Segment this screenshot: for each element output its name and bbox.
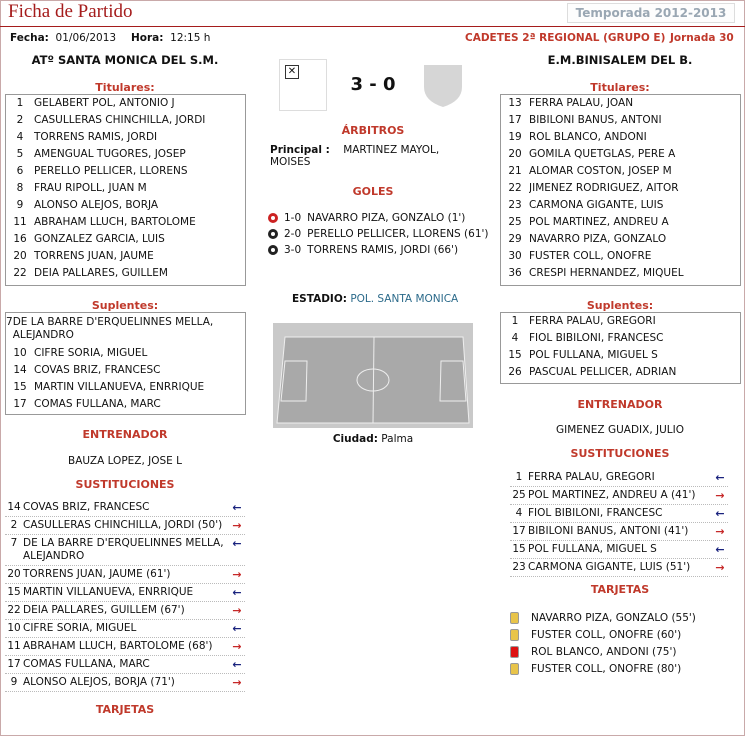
player-name: DEIA PALLARES, GUILLEM (34, 267, 168, 279)
arrow-right-icon: → (715, 525, 725, 538)
player-number: 23 (508, 199, 522, 211)
red-card-icon (510, 646, 519, 658)
sub-player: CARMONA GIGANTE, LUIS (51') (528, 561, 691, 573)
player-row (501, 129, 740, 146)
player-number: 4 (511, 332, 519, 344)
player-name: BIBILONI BANUS, ANTONI (529, 114, 662, 126)
player-name: POL MARTINEZ, ANDREU A (529, 216, 669, 228)
player-row (501, 163, 740, 180)
substitution-row (510, 541, 728, 559)
arbitros-heading: ÁRBITROS (341, 124, 405, 137)
away-team-logo (420, 59, 466, 109)
substitution-row (5, 517, 245, 535)
arrow-right-icon: → (715, 489, 725, 502)
sub-number: 23 (512, 561, 526, 573)
player-number: 19 (508, 131, 522, 143)
player-number: 11 (13, 216, 27, 228)
player-number: 2 (16, 114, 24, 126)
player-number: 14 (13, 364, 27, 376)
player-number: 5 (16, 148, 24, 160)
home-suplentes-heading: Suplentes: (91, 299, 159, 312)
player-row (6, 265, 245, 282)
yellow-card-icon (510, 612, 519, 624)
match-date (10, 32, 116, 44)
player-row (6, 379, 245, 396)
away-titulares-list (500, 94, 741, 286)
pitch-graphic (273, 323, 473, 428)
player-name: FUSTER COLL, ONOFRE (529, 250, 652, 262)
sub-number: 4 (515, 507, 523, 519)
sub-number: 25 (512, 489, 526, 501)
away-tarjetas-list (510, 610, 735, 678)
substitution-row (5, 535, 245, 566)
player-number: 16 (13, 233, 27, 245)
goal-scorer: NAVARRO PIZA, GONZALO (1') (307, 212, 466, 224)
away-team-name: E.M.BINISALEM DEL B. (547, 53, 693, 67)
sub-player: COMAS FULLANA, MARC (23, 658, 150, 670)
score: 3 - 0 (350, 74, 396, 95)
player-row (6, 146, 245, 163)
player-row (6, 362, 245, 379)
soccer-ball-icon (268, 213, 278, 223)
ciudad-name: Palma (381, 433, 414, 445)
player-row (501, 146, 740, 163)
card-player: ROL BLANCO, ANDONI (75') (531, 646, 677, 658)
player-name: POL FULLANA, MIGUEL S (529, 349, 658, 361)
sub-player: COVAS BRIZ, FRANCESC (23, 501, 150, 513)
substitution-row (5, 674, 245, 692)
card-player: FUSTER COLL, ONOFRE (60') (531, 629, 682, 641)
arrow-left-icon: ← (232, 586, 242, 599)
sub-player: ABRAHAM LLUCH, BARTOLOME (68') (23, 640, 213, 652)
goal-row (268, 210, 498, 226)
player-name: FERRA PALAU, JOAN (529, 97, 634, 109)
arrow-left-icon: ← (232, 658, 242, 671)
player-number: 20 (508, 148, 522, 160)
substitution-row (510, 469, 728, 487)
player-number: 9 (16, 199, 24, 211)
player-number: 1 (511, 315, 519, 327)
goal-score: 3-0 (284, 244, 302, 256)
goal-score: 1-0 (284, 212, 302, 224)
header-divider (0, 26, 745, 27)
player-name: MARTIN VILLANUEVA, ENRRIQUE (34, 381, 205, 393)
card-player: NAVARRO PIZA, GONZALO (55') (531, 612, 696, 624)
player-name: ABRAHAM LLUCH, BARTOLOME (34, 216, 196, 228)
player-name: CARMONA GIGANTE, LUIS (529, 199, 664, 211)
player-number: 30 (508, 250, 522, 262)
home-titulares-list (5, 94, 246, 286)
sub-player: MARTIN VILLANUEVA, ENRRIQUE (23, 586, 194, 598)
away-tarjetas-heading: TARJETAS (590, 583, 650, 596)
away-suplentes-heading: Suplentes: (586, 299, 654, 312)
player-row (6, 197, 245, 214)
sub-player: FIOL BIBILONI, FRANCESC (528, 507, 663, 519)
player-name: FERRA PALAU, GREGORI (529, 315, 656, 327)
player-number: 6 (16, 165, 24, 177)
player-row (501, 364, 740, 381)
home-team-name: ATº SANTA MONICA DEL S.M. (31, 53, 219, 67)
player-number: 20 (13, 250, 27, 262)
soccer-ball-icon (268, 245, 278, 255)
estadio-name[interactable]: POL. SANTA MONICA (350, 293, 459, 305)
substitution-row (510, 505, 728, 523)
home-sustituciones-list (5, 499, 245, 692)
player-number: 15 (508, 349, 522, 361)
player-name: FRAU RIPOLL, JUAN M (34, 182, 147, 194)
card-row (510, 610, 735, 627)
player-row (6, 214, 245, 231)
arrow-left-icon: ← (232, 622, 242, 635)
goal-scorer: TORRENS RAMIS, JORDI (66') (307, 244, 459, 256)
player-row (501, 248, 740, 265)
player-name: FIOL BIBILONI, FRANCESC (529, 332, 664, 344)
player-number: 4 (16, 131, 24, 143)
goles-heading: GOLES (352, 185, 394, 198)
goles-list (268, 210, 498, 258)
arrow-right-icon: → (715, 561, 725, 574)
sub-player: TORRENS JUAN, JAUME (61') (23, 568, 171, 580)
player-name: DE LA BARRE D'ERQUELINNES MELLA, ALEJANDRO (12, 316, 214, 341)
card-player: FUSTER COLL, ONOFRE (80') (531, 663, 682, 675)
sub-number: 7 (10, 537, 18, 549)
player-number: 26 (508, 366, 522, 378)
goal-row (268, 226, 498, 242)
away-suplentes-list (500, 312, 741, 384)
player-row (501, 112, 740, 129)
player-name: CIFRE SORIA, MIGUEL (34, 347, 148, 359)
estadio-label: ESTADIO: (292, 293, 347, 305)
substitution-row (510, 523, 728, 541)
player-row (501, 214, 740, 231)
arrow-right-icon: → (232, 676, 242, 689)
sub-player: CIFRE SORIA, MIGUEL (23, 622, 137, 634)
player-name: COVAS BRIZ, FRANCESC (34, 364, 161, 376)
broken-image-icon: ✕ (285, 65, 299, 79)
sub-player: POL FULLANA, MIGUEL S (528, 543, 657, 555)
arbitro-name: MARTINEZ MAYOL, MOISES (270, 144, 440, 168)
sub-number: 9 (10, 676, 18, 688)
player-number: 1 (16, 97, 24, 109)
sub-number: 11 (7, 640, 21, 652)
arrow-left-icon: ← (715, 471, 725, 484)
substitution-row (5, 566, 245, 584)
player-number: 22 (508, 182, 522, 194)
player-name: AMENGUAL TUGORES, JOSEP (34, 148, 186, 160)
ciudad-line (273, 433, 473, 445)
player-row (501, 180, 740, 197)
sub-number: 22 (7, 604, 21, 616)
home-entrenador-heading: ENTRENADOR (82, 428, 168, 441)
player-name: CRESPI HERNANDEZ, MIQUEL (529, 267, 684, 279)
away-entrenador-heading: ENTRENADOR (577, 398, 663, 411)
arrow-right-icon: → (232, 604, 242, 617)
player-number: 13 (508, 97, 522, 109)
goal-row (268, 242, 498, 258)
player-name: PERELLO PELLICER, LLORENS (34, 165, 188, 177)
substitution-row (510, 487, 728, 505)
player-name: ALOMAR COSTON, JOSEP M (529, 165, 672, 177)
substitution-row (5, 602, 245, 620)
player-name: TORRENS RAMIS, JORDI (34, 131, 158, 143)
card-row (510, 627, 735, 644)
player-row (501, 95, 740, 112)
player-name: GOMILA QUETGLAS, PERE A (529, 148, 676, 160)
yellow-card-icon (510, 629, 519, 641)
player-row (501, 313, 740, 330)
competition: CADETES 2ª REGIONAL (GRUPO E) (465, 32, 666, 44)
player-name: PASCUAL PELLICER, ADRIAN (529, 366, 677, 378)
arrow-right-icon: → (232, 640, 242, 653)
player-name: NAVARRO PIZA, GONZALO (529, 233, 667, 245)
home-titulares-heading: Titulares: (95, 81, 155, 94)
substitution-row (5, 656, 245, 674)
player-number: 15 (13, 381, 27, 393)
player-name: JIMENEZ RODRIGUEZ, AITOR (529, 182, 679, 194)
arrow-right-icon: → (232, 568, 242, 581)
player-name: TORRENS JUAN, JAUME (34, 250, 154, 262)
sub-number: 17 (512, 525, 526, 537)
player-number: 10 (13, 347, 27, 359)
sub-number: 10 (7, 622, 21, 634)
shield-icon (420, 59, 466, 109)
sub-player: ALONSO ALEJOS, BORJA (71') (23, 676, 175, 688)
player-name: ALONSO ALEJOS, BORJA (34, 199, 159, 211)
home-tarjetas-heading: TARJETAS (95, 703, 155, 716)
player-name: GELABERT POL, ANTONIO J (34, 97, 175, 109)
away-sustituciones-heading: SUSTITUCIONES (570, 447, 670, 460)
player-name: GONZALEZ GARCIA, LUIS (34, 233, 165, 245)
card-row (510, 644, 735, 661)
player-row (501, 330, 740, 347)
away-sustituciones-list (510, 469, 728, 577)
player-row (6, 129, 245, 146)
soccer-ball-icon (268, 229, 278, 239)
principal-label: Principal : (270, 144, 330, 156)
sub-number: 17 (7, 658, 21, 670)
goal-score: 2-0 (284, 228, 302, 240)
arrow-left-icon: ← (715, 543, 725, 556)
sub-number: 20 (7, 568, 21, 580)
page-title: Ficha de Partido (8, 1, 133, 22)
goal-scorer: PERELLO PELLICER, LLORENS (61') (307, 228, 489, 240)
player-name: CASULLERAS CHINCHILLA, JORDI (34, 114, 206, 126)
player-row (6, 313, 245, 345)
arrow-left-icon: ← (715, 507, 725, 520)
player-row (501, 231, 740, 248)
sub-player: BIBILONI BANUS, ANTONI (41') (528, 525, 689, 537)
yellow-card-icon (510, 663, 519, 675)
home-suplentes-list (5, 312, 246, 415)
player-number: 36 (508, 267, 522, 279)
substitution-row (5, 620, 245, 638)
away-entrenador-name: GIMENEZ GUADIX, JULIO (556, 424, 684, 436)
sub-player: DEIA PALLARES, GUILLEM (67') (23, 604, 185, 616)
player-number: 8 (16, 182, 24, 194)
card-row (510, 661, 735, 678)
player-row (6, 345, 245, 362)
player-row (6, 163, 245, 180)
sub-player: DE LA BARRE D'ERQUELINNES MELLA, ALEJANDRO (23, 537, 224, 562)
player-row (501, 347, 740, 364)
ciudad-label: Ciudad: (332, 433, 378, 445)
player-number: 7 (6, 316, 13, 328)
sub-number: 15 (7, 586, 21, 598)
home-team-logo (279, 59, 327, 111)
player-row (6, 231, 245, 248)
player-number: 17 (508, 114, 522, 126)
sub-player: FERRA PALAU, GREGORI (528, 471, 655, 483)
home-sustituciones-heading: SUSTITUCIONES (75, 478, 175, 491)
player-row (6, 396, 245, 413)
player-number: 21 (508, 165, 522, 177)
player-name: COMAS FULLANA, MARC (34, 398, 161, 410)
player-number: 17 (13, 398, 27, 410)
player-row (6, 248, 245, 265)
fecha-value: 01/06/2013 (55, 32, 117, 44)
sub-player: CASULLERAS CHINCHILLA, JORDI (50') (23, 519, 223, 531)
arrow-left-icon: ← (232, 501, 242, 514)
substitution-row (5, 584, 245, 602)
stadium-image (273, 323, 473, 428)
match-time (131, 32, 210, 44)
player-number: 29 (508, 233, 522, 245)
home-entrenador-name: BAUZA LOPEZ, JOSE L (67, 455, 183, 467)
sub-player: POL MARTINEZ, ANDREU A (41') (528, 489, 696, 501)
substitution-row (5, 499, 245, 517)
player-row (6, 180, 245, 197)
player-row (501, 197, 740, 214)
player-number: 25 (508, 216, 522, 228)
season-selector[interactable]: Temporada 2012-2013 (567, 3, 735, 23)
player-name: ROL BLANCO, ANDONI (529, 131, 647, 143)
fecha-label: Fecha: (10, 32, 49, 44)
player-number: 22 (13, 267, 27, 279)
player-row (6, 112, 245, 129)
substitution-row (5, 638, 245, 656)
substitution-row (510, 559, 728, 577)
hora-value: 12:15 h (170, 32, 211, 44)
player-row (501, 265, 740, 282)
hora-label: Hora: (131, 32, 164, 44)
jornada: Jornada 30 (670, 32, 734, 44)
sub-number: 15 (512, 543, 526, 555)
player-row (6, 95, 245, 112)
sub-number: 14 (7, 501, 21, 513)
arrow-left-icon: ← (232, 537, 242, 550)
arrow-right-icon: → (232, 519, 242, 532)
arbitro-principal (270, 144, 476, 168)
sub-number: 2 (10, 519, 18, 531)
estadio-line (292, 293, 458, 305)
away-titulares-heading: Titulares: (590, 81, 650, 94)
sub-number: 1 (515, 471, 523, 483)
